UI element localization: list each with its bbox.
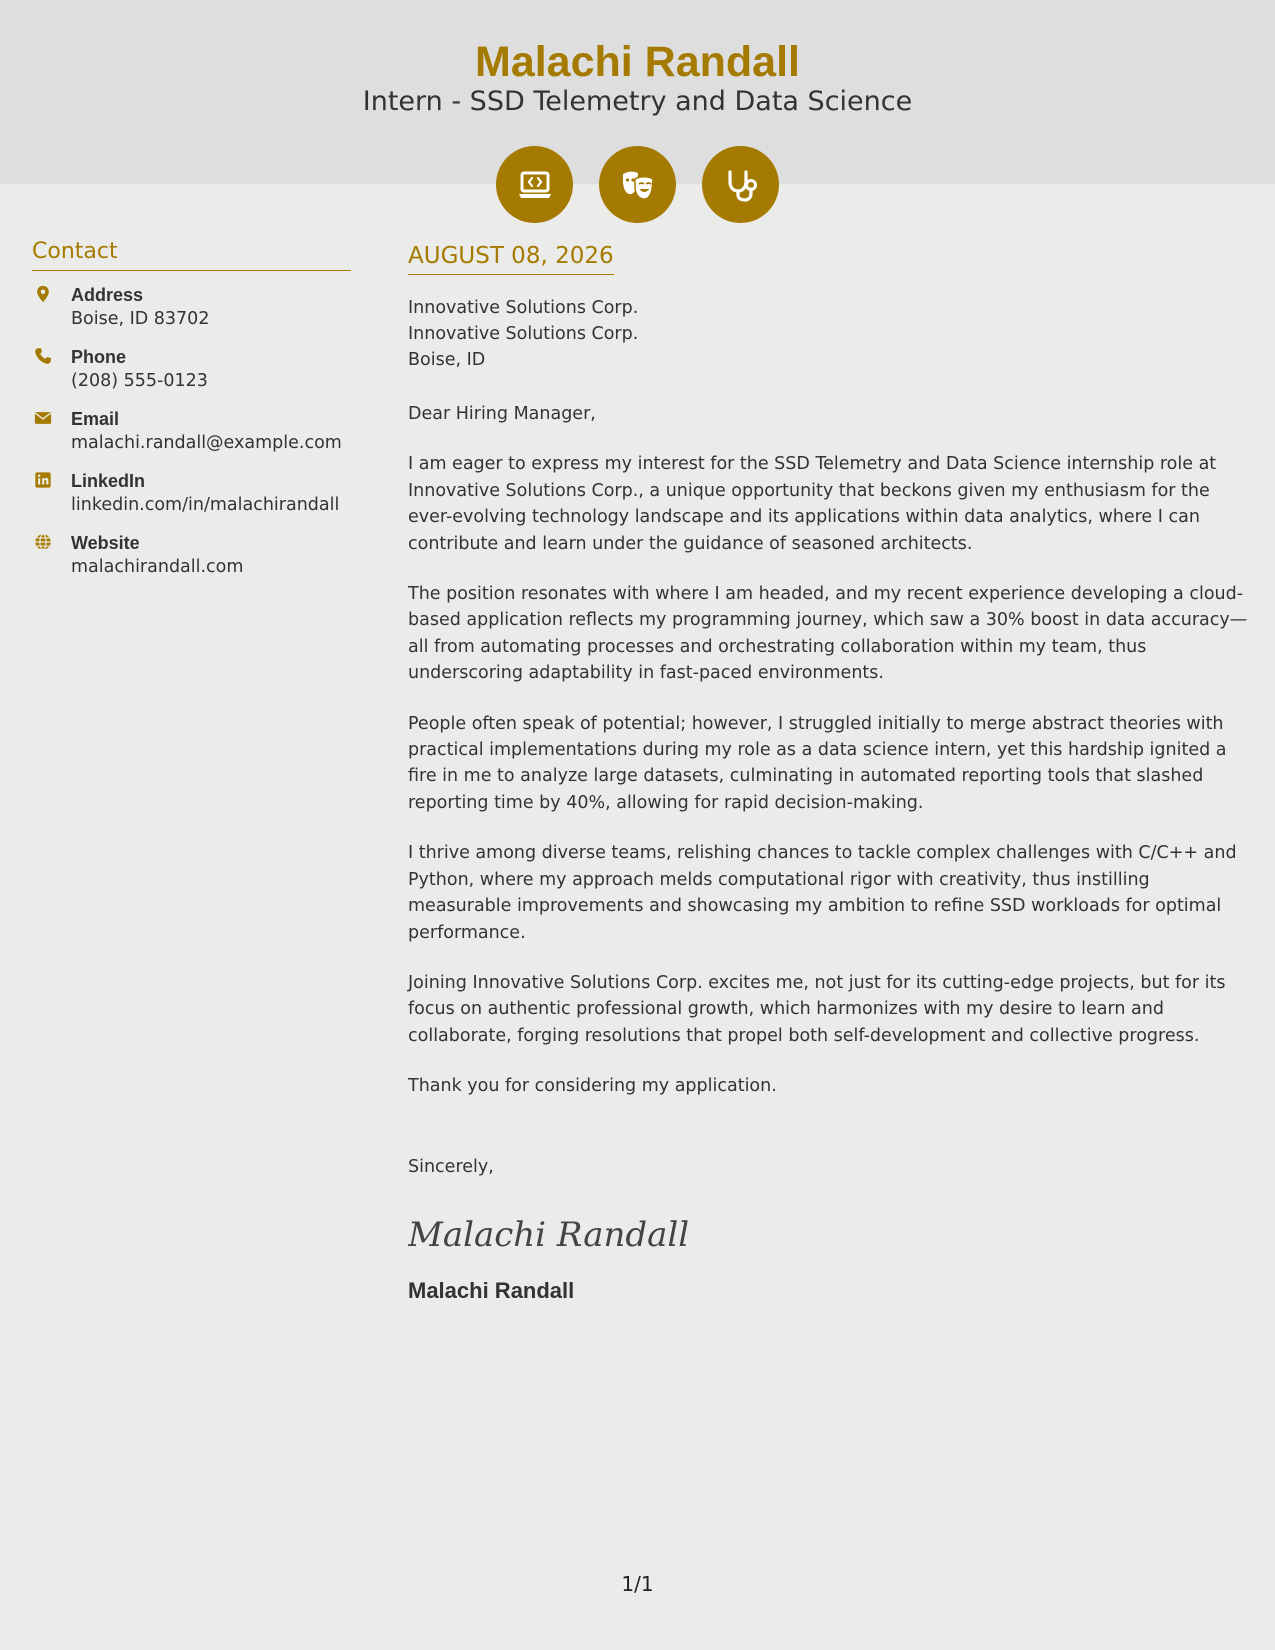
contact-address: [32, 283, 351, 331]
theater-masks-icon: [599, 146, 676, 223]
contact-value: Boise, ID 83702: [71, 309, 210, 329]
envelope-icon: [34, 409, 52, 427]
paragraph: Joining Innovative Solutions Corp. excites me, not just for its cutting-edge projects, but for its focus on authentic professional growth, which harmonizes with my desire to learn and collaborate, forging resolutions that propel both self-development and collective progress.: [408, 972, 1226, 1046]
header-icons: [0, 146, 1275, 223]
recipient-line: Boise, ID: [408, 350, 486, 370]
signature-text: Malachi Randall: [408, 1214, 690, 1255]
paragraph: The position resonates with where I am headed, and my recent experience developing a cloud-based application reflects my programming journey, which saw a 30% boost in data accuracy—all from automating processes and orchestrating collaboration within my team, thus underscoring adaptability in fast-paced environments.: [408, 584, 1248, 684]
phone-icon: [34, 347, 52, 365]
contact-label: Website: [71, 533, 140, 553]
contact-value: malachirandall.com: [71, 557, 244, 577]
job-title: Intern - SSD Telemetry and Data Science: [362, 86, 913, 117]
contact-value: malachi.randall@example.com: [71, 433, 342, 453]
recipient-block: [408, 295, 1248, 373]
contact-label: LinkedIn: [71, 471, 146, 491]
laptop-code-icon: [496, 146, 573, 223]
page-number: 1/1: [621, 1572, 654, 1596]
linkedin-icon: [34, 471, 52, 489]
contact-label: Email: [71, 409, 120, 429]
contact-sidebar: [32, 236, 351, 593]
contact-linkedin: [32, 469, 351, 517]
applicant-name: Malachi Randall: [475, 38, 800, 86]
contact-phone: [32, 345, 351, 393]
paragraph: I thrive among diverse teams, relishing chances to tackle complex challenges with C/C++ and Python, where my approach melds computational rigor with creativity, thus instilling measurable improvements and showcasing my ambition to refine SSD workloads for optimal performance.: [408, 843, 1237, 943]
map-pin-icon: [34, 285, 52, 303]
date-wrap: [408, 240, 614, 275]
recipient-line: Innovative Solutions Corp.: [408, 298, 639, 318]
contact-label: Address: [71, 285, 144, 305]
recipient-line: Innovative Solutions Corp.: [408, 324, 639, 344]
contact-value: (208) 555-0123: [71, 371, 208, 391]
closing: Sincerely,: [408, 1156, 494, 1177]
contact-value: linkedin.com/in/malachirandall: [71, 495, 340, 515]
salutation: Dear Hiring Manager,: [408, 404, 596, 424]
signer-name: Malachi Randall: [408, 1277, 575, 1303]
paragraph: People often speak of potential; however, I struggled initially to merge abstract theories with practical implementations during my role as a data science intern, yet this hardship ignited a fire in me to analyze large datasets, culminating in automated reporting tools that slashed reporting time by 40%, allowing for rapid decision-making.: [408, 713, 1227, 813]
handwritten-signature: [408, 1208, 1248, 1258]
globe-icon: [34, 533, 52, 551]
letter-date: AUGUST 08, 2026: [408, 243, 614, 269]
contact-label: Phone: [71, 347, 127, 367]
letter-body: [408, 240, 1248, 1306]
contact-email: [32, 407, 351, 455]
stethoscope-icon: [702, 146, 779, 223]
paragraph: I am eager to express my interest for the SSD Telemetry and Data Science internship role at Innovative Solutions Corp., a unique opportunity that beckons given my enthusiasm for the ever-evolving technology landscape and its applications within data analytics, where I can contribute and learn under the guidance of seasoned architects.: [408, 454, 1217, 554]
contact-website: [32, 531, 351, 579]
contact-heading: Contact: [32, 236, 351, 271]
paragraph: Thank you for considering my application.: [408, 1076, 777, 1097]
